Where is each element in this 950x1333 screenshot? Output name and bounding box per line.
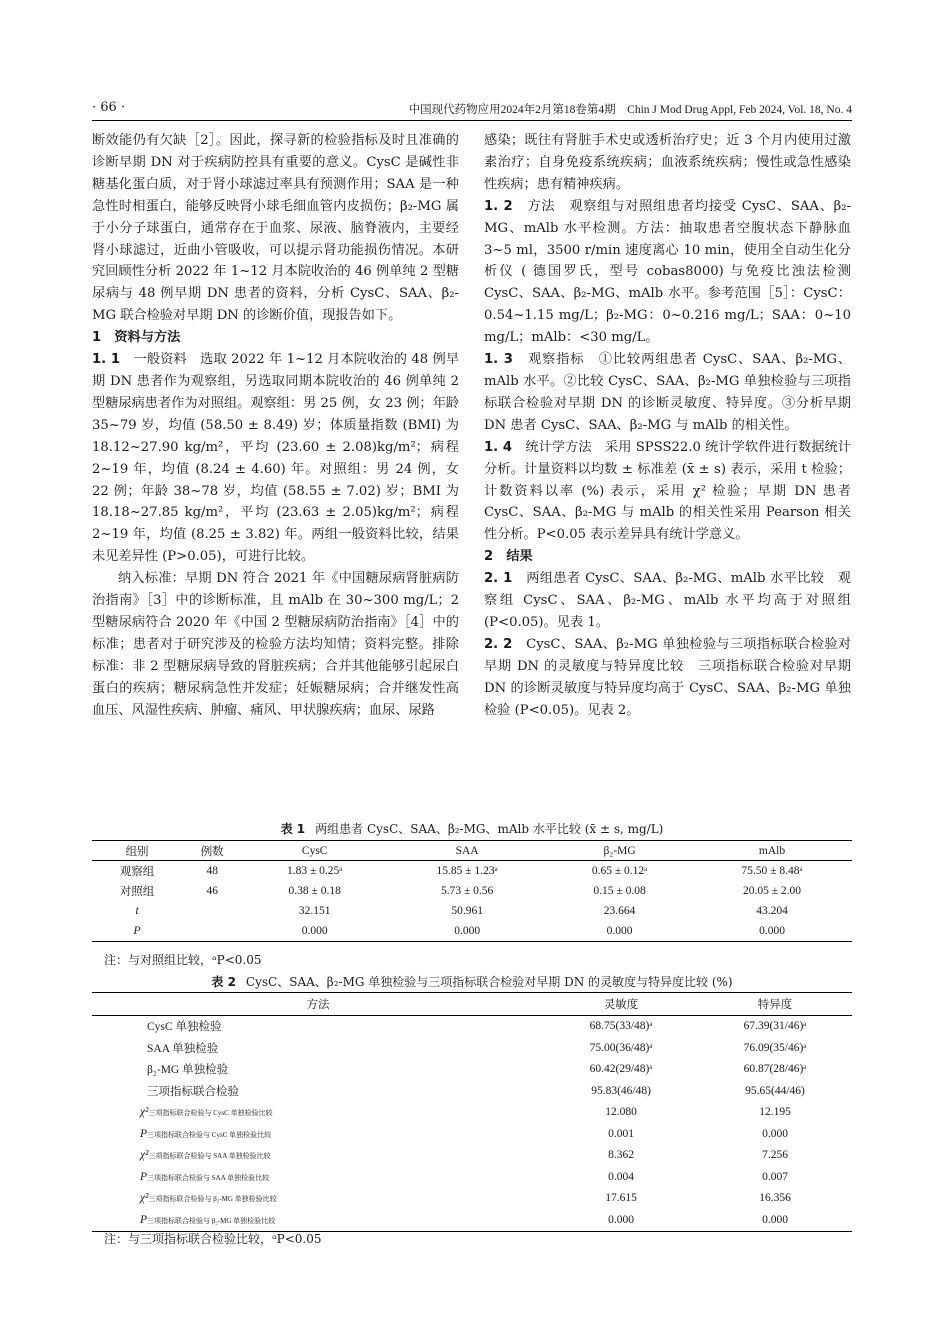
table-cell <box>92 1166 544 1188</box>
table-cell: 8.362 <box>608 1149 634 1162</box>
table-cell: 0.65 ± 0.12ᵃ <box>591 865 648 877</box>
table-header-cell: 灵敏度 <box>544 993 698 1016</box>
stat-symbol: P <box>140 1213 148 1226</box>
table-cell: 60.42(29/48)ᵃ <box>589 1063 653 1076</box>
page-number: · 66 · <box>92 100 126 115</box>
table-cell: 0.000 <box>698 1209 852 1231</box>
table-row <box>92 901 852 921</box>
table-cell: 1.83 ± 0.25ᵃ <box>286 865 343 877</box>
section-1-4 <box>484 437 851 547</box>
stat-symbol: χ² <box>140 1149 149 1162</box>
criteria-paragraph: 纳入标准：早期 DN 符合 2021 年《中国糖尿病肾脏病防治指南》［3］中的诊断标准，且 mAlb 在 30~300 mg/L；2 型糖尿病符合 2020 年《中国 2 型糖尿病防治指南》［4］中的标准；患者对于研究涉及的检验方法均知情；资料完整。排除标准：非 2 型糖尿病导致的肾脏疾病；合并其他能够引起尿白蛋白的疾病；糖尿病急性并发症；妊娠糖尿病；合并继发性高血压、风湿性疾病、肿瘤、痛风、甲状腺疾病；血尿、尿路 <box>92 571 459 718</box>
table-cell: 60.87(28/46)ᵃ <box>743 1063 807 1076</box>
table-cell: 68.75(33/48)ᵃ <box>589 1020 653 1033</box>
table-cell: 0.000 <box>544 1209 698 1231</box>
table-cell: 12.080 <box>605 1106 637 1119</box>
table-row <box>92 1059 852 1081</box>
table-cell: CysC 单独检验 <box>147 1021 222 1034</box>
table-row <box>92 881 852 901</box>
table-cell: β₂-MG 单独检验 <box>147 1064 229 1077</box>
table-cell: 0.38 ± 0.18 <box>288 885 341 897</box>
table-cell: 0.15 ± 0.08 <box>593 885 646 897</box>
table-cell: 12.195 <box>759 1106 791 1119</box>
table-cell: 16.356 <box>759 1192 791 1205</box>
table-header-row <box>92 841 852 861</box>
table-cell <box>92 1102 544 1124</box>
section-heading-results: 2 结果 <box>484 549 533 565</box>
table-2-note: 注：与三项指标联合检验比较，ᵃP<0.05 <box>104 1232 322 1246</box>
table-caption: 两组患者 CysC、SAA、β₂-MG、mAlb 水平比较 (x̄ ± s, mg/L) <box>315 822 664 836</box>
table-cell: 95.83(46/48) <box>591 1084 651 1097</box>
table-label: 表 2 <box>211 975 236 989</box>
section-number: 1. 1 <box>92 352 121 368</box>
section-heading-methods: 1 资料与方法 <box>92 330 181 346</box>
table-cell: 15.85 ± 1.23ᵃ <box>436 865 498 877</box>
continued-paragraph: 感染；既往有肾脏手术史或透析治疗史；近 3 个月内使用过激素治疗；自身免疫系统疾病；血液系统疾病；慢性或急性感染性疾病；患有精神疾病。 <box>484 133 851 192</box>
table-cell: 17.615 <box>605 1192 637 1205</box>
table-header-cell: SAA <box>387 841 547 861</box>
table-cell <box>182 901 242 921</box>
table-cell: P <box>92 921 182 942</box>
table-1 <box>92 840 852 942</box>
right-column <box>484 130 851 721</box>
table-row <box>92 1166 852 1188</box>
table-header-cell: mAlb <box>692 841 852 861</box>
table-cell <box>92 1123 544 1145</box>
stat-subscript: 三项指标联合检验与 CysC 单独检验比较 <box>148 1109 273 1118</box>
table-header-cell: 特异度 <box>698 993 852 1016</box>
table-cell: 43.204 <box>756 905 788 917</box>
table-2-title <box>92 973 852 990</box>
section-text: 两组患者 CysC、SAA、β₂-MG、mAlb 水平比较 观察组 CysC、SAA、β₂-MG、mAlb 水平均高于对照组 (P<0.05)。见表 1。 <box>484 571 851 630</box>
section-text: 观察指标 ①比较两组患者 CysC、SAA、β₂-MG、mAlb 水平。②比较 CysC、SAA、β₂-MG 单独检验与三项指标联合检验对早期 DN 的诊断灵敏度、特异度。③分析早期 DN 患者 CysC、SAA、β₂-MG 与 mAlb 的相关性。 <box>484 352 852 433</box>
stat-subscript: 三项指标联合检验与 SAA 单独检验比较 <box>147 1173 270 1182</box>
section-number: 2. 1 <box>484 571 513 587</box>
section-number: 1. 3 <box>484 352 513 368</box>
table-row <box>92 1123 852 1145</box>
stat-symbol: P <box>140 1170 148 1183</box>
table-cell: 23.664 <box>603 905 636 917</box>
table-row <box>92 1188 852 1210</box>
section-number: 1. 2 <box>484 198 513 214</box>
table-cell: 0.000 <box>692 921 852 942</box>
table-cell: 0.007 <box>762 1170 788 1183</box>
stat-symbol: χ² <box>140 1106 149 1119</box>
table-cell <box>182 921 242 942</box>
table-cell <box>92 1145 544 1167</box>
table-row <box>92 921 852 942</box>
table-label: 表 1 <box>280 822 306 836</box>
table-header-cell: 组别 <box>92 841 182 861</box>
table-cell: 95.65(44/46) <box>745 1084 805 1097</box>
table-row <box>92 1209 852 1231</box>
table-row <box>92 1145 852 1167</box>
table-cell: 对照组 <box>119 886 155 898</box>
table-row <box>92 1080 852 1102</box>
section-number: 1. 4 <box>484 439 513 455</box>
table-cell: t <box>135 905 139 917</box>
stat-subscript: 三项指标联合检验与 β₂-MG 单独检验比较 <box>148 1195 277 1204</box>
section-1-1 <box>92 349 459 568</box>
table-cell <box>92 1209 544 1231</box>
table-cell: 50.961 <box>451 905 483 917</box>
table-2 <box>92 992 852 1232</box>
stat-subscript: 三项指标联合检验与 SAA 单独检验比较 <box>148 1152 271 1161</box>
table-cell: 75.00(36/48)ᵃ <box>589 1041 653 1054</box>
journal-info: 中国现代药物应用2024年2月第18卷第4期 Chin J Mod Drug Appl, Feb 2024, Vol. 18, No. 4 <box>408 104 852 116</box>
table-header-row <box>92 993 852 1016</box>
section-1-2 <box>484 196 851 349</box>
table-cell: 0.001 <box>608 1127 634 1140</box>
table-cell: 0.000 <box>547 921 692 942</box>
table-row <box>92 861 852 882</box>
table-cell: 46 <box>206 885 218 897</box>
section-text: 一般资料 选取 2022 年 1~12 月本院收治的 48 例早期 DN 患者作为观察组，另选取同期本院收治的 46 例单纯 2 型糖尿病患者作为对照组。观察组：男 25 例，女 23 例；年龄 35~79 岁，均值 (58.50 ± 8.49) 岁；体质量指数 (BMI) 为 18.12~27.90 kg/m²，平均 (23.60 ± 2.08)kg/m²；病程 2~19 年，均值 (8.24 ± 4.60) 年。对照组：男 24 例，女 22 例；年龄 38~78 岁，均值 (58.55 ± 7.02) 岁；BMI 为 18.18~27.85 kg/m²，平均 (23.63 ± 2.05)kg/m²；病程 2~19 年，均值 (8.25 ± 3.82) 年。两组一般资料比较，结果未见差异性 (P>0.05)，可进行比较。 <box>92 352 460 565</box>
table-header-cell: 例数 <box>182 841 242 861</box>
table-cell: SAA 单独检验 <box>147 1042 219 1055</box>
table-header-cell: β₂-MG <box>547 841 692 861</box>
section-text: CysC、SAA、β₂-MG 单独检验与三项指标联合检验对早期 DN 的灵敏度与特异度比较 三项指标联合检验对早期 DN 的诊断灵敏度与特异度均高于 CysC、SAA、β₂-MG 单独检验 (P<0.05)。见表 2。 <box>484 636 852 718</box>
table-cell: 67.39(31/46)ᵃ <box>743 1020 807 1033</box>
table-cell: 48 <box>206 865 218 877</box>
section-1-3 <box>484 349 851 437</box>
table-cell: 20.05 ± 2.00 <box>742 885 802 897</box>
table-cell: 7.256 <box>762 1149 788 1162</box>
table-row <box>92 1102 852 1124</box>
table-cell: 76.09(35/46)ᵃ <box>743 1041 807 1054</box>
table-cell: 0.000 <box>387 921 547 942</box>
section-text: 方法 观察组与对照组患者均接受 CysC、SAA、β₂-MG、mAlb 水平检测。方法：抽取患者空腹状态下静脉血 3~5 ml，3500 r/min 速度离心 10 min，使用全自动生化分析仪 ( 德国罗氏，型号 cobas8000) 与免疫比浊法检测 CysC、SAA、β₂-MG、mAlb 水平。参考范围［5］：CysC：0.54~1.15 mg/L；β₂-MG：0~0.216 mg/L；SAA：0~10 mg/L；mAlb：<30 mg/L。 <box>484 198 852 346</box>
section-text: 统计学方法 采用 SPSS22.0 统计学软件进行数据统计分析。计量资料以均数 ± 标准差 (x̄ ± s) 表示，采用 t 检验；计数资料以率 (%) 表示，采用 χ² 检验；早期 DN 患者 CysC、SAA、β₂-MG 与 mAlb 的相关性采用 Pearson 相关性分析。P<0.05 表示差异具有统计学意义。 <box>484 439 851 543</box>
table-1-note: 注：与对照组比较，ᵃP<0.05 <box>104 953 262 967</box>
table-header-cell: CysC <box>242 841 387 861</box>
table-cell: 5.73 ± 0.56 <box>440 885 494 897</box>
table-row <box>92 1015 852 1037</box>
intro-paragraph: 断效能仍有欠缺［2］。因此，探寻新的检验指标及时且准确的诊断早期 DN 对于疾病防控具有重要的意义。CysC 是碱性非糖基化蛋白质，对于肾小球滤过率具有预测作用；SAA 是一种急性时相蛋白，能够反映肾小球毛细血管内皮损伤；β₂-MG 属于小分子球蛋白，通常存在于血浆、尿液、脑脊液内，主要经肾小球滤过，近曲小管吸收，可以提示肾功能损伤情况。本研究回顾性分析 2022 年 1~12 月本院收治的 46 例单纯 2 型糖尿病与 48 例早期 DN 患者的资料，分析 CysC、SAA、β₂-MG 联合检验对早期 DN 的诊断价值，现报告如下。 <box>92 133 459 324</box>
stat-symbol: χ² <box>140 1192 149 1205</box>
table-cell: 0.000 <box>762 1127 788 1140</box>
stat-symbol: P <box>140 1127 148 1140</box>
stat-subscript: 三项指标联合检验与 CysC 单独检验比较 <box>147 1130 272 1139</box>
stat-subscript: 三项指标联合检验与 β₂-MG 单独检验比较 <box>147 1216 276 1225</box>
table-header-cell: 方法 <box>92 993 544 1016</box>
table-cell: 0.004 <box>608 1170 634 1183</box>
table-cell: 0.000 <box>242 921 387 942</box>
table-cell <box>92 1188 544 1210</box>
table-cell: 32.151 <box>298 905 331 917</box>
table-cell: 75.50 ± 8.48ᵃ <box>741 865 803 877</box>
page-header <box>92 98 852 121</box>
table-cell: 观察组 <box>119 866 155 878</box>
table-1-title <box>92 820 852 837</box>
table-caption: CysC、SAA、β₂-MG 单独检验与三项指标联合检验对早期 DN 的灵敏度与特异度比较 (%) <box>245 975 733 989</box>
table-cell: 三项指标联合检验 <box>147 1085 239 1098</box>
section-number: 2. 2 <box>484 636 513 652</box>
section-2-1 <box>484 568 851 634</box>
table-row <box>92 1037 852 1059</box>
section-2-2 <box>484 634 851 722</box>
left-column <box>92 130 459 721</box>
